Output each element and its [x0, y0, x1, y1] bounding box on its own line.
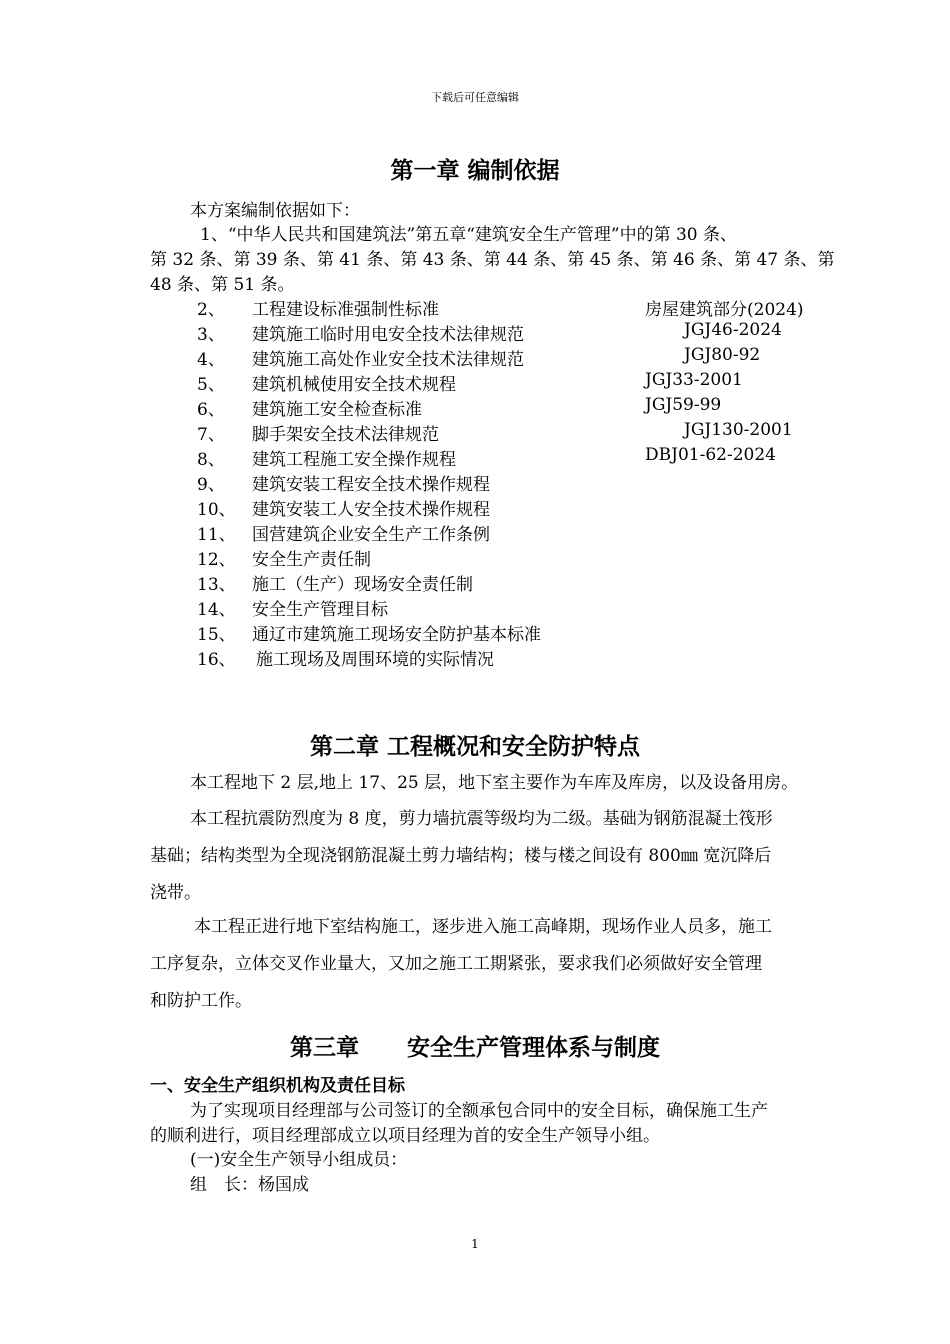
chapter-2-para-2-line-2: 基础；结构类型为全现浇钢筋混凝土剪力墙结构；楼与楼之间设有 800㎜ 宽沉降后: [150, 846, 772, 866]
reference-name: 施工现场及周围环境的实际情况: [256, 650, 494, 670]
reference-name: 建筑工程施工安全操作规程: [252, 450, 456, 470]
reference-number: 2、: [197, 300, 225, 320]
reference-name: 建筑施工高处作业安全技术法律规范: [252, 350, 524, 370]
reference-name: 安全生产责任制: [252, 550, 371, 570]
reference-number: 3、: [197, 325, 225, 345]
reference-number: 14、: [197, 600, 236, 620]
chapter-1-title: 第一章 编制依据: [390, 158, 560, 184]
chapter-3-title: [0, 1029, 950, 1062]
chapter-2-para-3-line-1: 本工程正进行地下室结构施工，逐步进入施工高峰期，现场作业人员多，施工: [194, 917, 772, 937]
reference-number: 9、: [197, 475, 225, 495]
chapter-1-item-1-line-1: 1、“中华人民共和国建筑法”第五章“建筑安全生产管理”中的第 30 条、: [200, 225, 738, 245]
reference-number: 8、: [197, 450, 225, 470]
reference-code: 房屋建筑部分(2024): [645, 300, 804, 320]
chapter-1-item-1-line-2: 第 32 条、第 39 条、第 41 条、第 43 条、第 44 条、第 45 条、第 46 条、第 47 条、第: [150, 250, 835, 270]
reference-number: 12、: [197, 550, 236, 570]
reference-number: 5、: [197, 375, 225, 395]
reference-name: 安全生产管理目标: [252, 600, 388, 620]
reference-number: 15、: [197, 625, 236, 645]
reference-number: 11、: [197, 525, 236, 545]
page-number: 1: [471, 1237, 479, 1251]
chapter-2-para-1: 本工程地下 2 层,地上 17、25 层，地下室主要作为车库及库房，以及设备用房。: [190, 773, 799, 793]
reference-number: 6、: [197, 400, 225, 420]
reference-name: 建筑机械使用安全技术规程: [252, 375, 456, 395]
reference-name: 通辽市建筑施工现场安全防护基本标准: [252, 625, 541, 645]
header-note: 下载后可任意编辑: [431, 91, 519, 104]
reference-name: 建筑施工安全检查标准: [252, 400, 422, 420]
section-1-title: 一、安全生产组织机构及责任目标: [150, 1076, 405, 1096]
chapter-3-para-line-1: 为了实现项目经理部与公司签订的全额承包合同中的安全目标，确保施工生产: [190, 1101, 768, 1121]
chapter-3-para-line-2: 的顺利进行，项目经理部成立以项目经理为首的安全生产领导小组。: [150, 1126, 660, 1146]
chapter-2-para-3-line-3: 和防护工作。: [150, 991, 252, 1011]
reference-name: 建筑施工临时用电安全技术法律规范: [252, 325, 524, 345]
reference-name: 国营建筑企业安全生产工作条例: [252, 525, 490, 545]
chapter-3-number: 第三章: [290, 1035, 359, 1061]
reference-number: 13、: [197, 575, 236, 595]
reference-name: 建筑安装工人安全技术操作规程: [252, 500, 490, 520]
chapter-2-title: 第二章 工程概况和安全防护特点: [309, 734, 640, 760]
reference-name: 脚手架安全技术法律规范: [252, 425, 439, 445]
reference-code: JGJ46-2024: [684, 320, 782, 340]
reference-number: 10、: [197, 500, 236, 520]
reference-name: 施工（生产）现场安全责任制: [252, 575, 473, 595]
reference-code: DBJ01-62-2024: [645, 445, 776, 465]
reference-name: 建筑安装工程安全技术操作规程: [252, 475, 490, 495]
chapter-2-para-3-line-2: 工序复杂，立体交叉作业量大，又加之施工工期紧张，要求我们必须做好安全管理: [150, 954, 762, 974]
chapter-1-item-1-line-3: 48 条、第 51 条。: [150, 275, 295, 295]
chapter-2-para-2-line-3: 浇带。: [150, 883, 201, 903]
reference-number: 16、: [197, 650, 236, 670]
reference-code: JGJ59-99: [645, 395, 722, 415]
chapter-2-para-2-line-1: 本工程抗震防烈度为 8 度，剪力墙抗震等级均为二级。基础为钢筋混凝土筏形: [190, 809, 773, 829]
leadership-group-heading: (一)安全生产领导小组成员：: [190, 1150, 408, 1170]
chapter-1-intro: 本方案编制依据如下：: [190, 201, 360, 221]
reference-number: 7、: [197, 425, 225, 445]
reference-name: 工程建设标准强制性标准: [252, 300, 439, 320]
reference-code: JGJ130-2001: [684, 420, 793, 440]
group-leader-line: 组 长：杨国成: [190, 1175, 309, 1195]
chapter-3-heading: 安全生产管理体系与制度: [407, 1035, 660, 1061]
reference-code: JGJ33-2001: [645, 370, 743, 390]
reference-code: JGJ80-92: [684, 345, 761, 365]
reference-number: 4、: [197, 350, 225, 370]
